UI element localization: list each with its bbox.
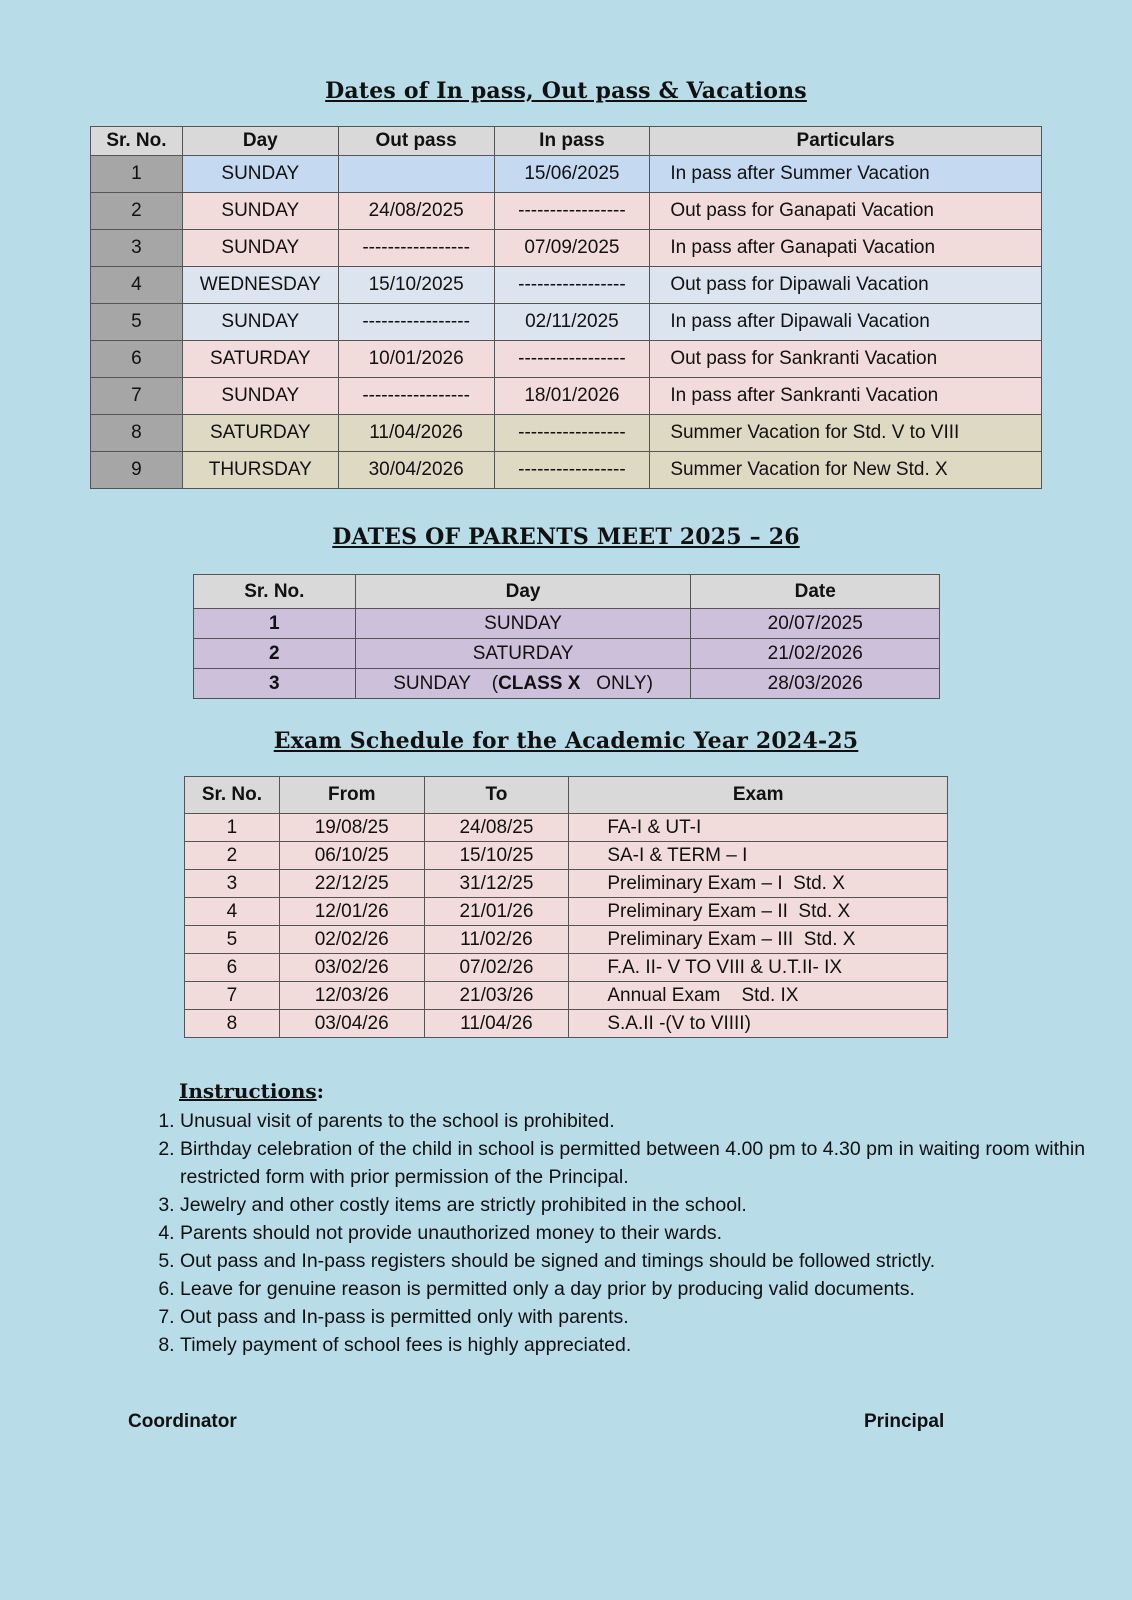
parents-meet-header-row <box>194 575 940 609</box>
from-date: 12/03/26 <box>279 982 424 1010</box>
header-from: From <box>279 777 424 814</box>
sr-no: 5 <box>185 926 280 954</box>
particulars: Out pass for Dipawali Vacation <box>650 267 1042 304</box>
particulars: Out pass for Ganapati Vacation <box>650 193 1042 230</box>
from-date: 06/10/25 <box>279 842 424 870</box>
in-pass: ----------------- <box>494 193 650 230</box>
day: SATURDAY <box>182 415 338 452</box>
table-row <box>91 452 1042 489</box>
table-row <box>185 982 948 1010</box>
particulars: In pass after Sankranti Vacation <box>650 378 1042 415</box>
day-emphasis: CLASS X <box>498 672 581 694</box>
in-pass: 18/01/2026 <box>494 378 650 415</box>
from-date: 02/02/26 <box>279 926 424 954</box>
in-pass: ----------------- <box>494 452 650 489</box>
table-row <box>91 341 1042 378</box>
in-pass: 07/09/2025 <box>494 230 650 267</box>
coordinator-signature: Coordinator <box>128 1411 237 1432</box>
out-pass: ----------------- <box>338 304 494 341</box>
day: SUNDAY <box>182 193 338 230</box>
date: 20/07/2025 <box>691 609 940 639</box>
sr-no: 2 <box>185 842 280 870</box>
in-pass: 15/06/2025 <box>494 156 650 193</box>
instructions-colon: : <box>316 1079 325 1103</box>
exam-name: Annual Exam Std. IX <box>569 982 948 1010</box>
table-row <box>185 954 948 982</box>
sr-no: 8 <box>185 1010 280 1038</box>
date: 21/02/2026 <box>691 639 940 669</box>
from-date: 22/12/25 <box>279 870 424 898</box>
from-date: 12/01/26 <box>279 898 424 926</box>
day-text: SUNDAY <box>484 612 562 634</box>
sr-no: 4 <box>185 898 280 926</box>
sr-no: 3 <box>194 669 356 699</box>
parents-meet-title: DATES OF PARENTS MEET 2025 – 26 <box>332 524 800 550</box>
day: THURSDAY <box>182 452 338 489</box>
out-pass: 10/01/2026 <box>338 341 494 378</box>
instructions-title: Instructions <box>179 1079 317 1103</box>
sr-no: 5 <box>91 304 183 341</box>
exam-name: Preliminary Exam – III Std. X <box>569 926 948 954</box>
table-row <box>194 669 940 699</box>
instruction-item: 4. Parents should not provide unauthorized money to their wards. <box>180 1219 1100 1247</box>
sr-no: 7 <box>91 378 183 415</box>
table-row <box>185 926 948 954</box>
table-row <box>185 814 948 842</box>
table-row <box>91 304 1042 341</box>
in-pass: ----------------- <box>494 415 650 452</box>
instruction-item: 7. Out pass and In-pass is permitted only with parents. <box>180 1303 1100 1331</box>
instruction-item: 5. Out pass and In-pass registers should be signed and timings should be followed strictly. <box>180 1247 1100 1275</box>
exam-name: Preliminary Exam – II Std. X <box>569 898 948 926</box>
exam-schedule-table <box>184 776 948 1038</box>
passes-header-row <box>91 127 1042 156</box>
to-date: 21/03/26 <box>424 982 569 1010</box>
date: 28/03/2026 <box>691 669 940 699</box>
from-date: 03/04/26 <box>279 1010 424 1038</box>
header-date: Date <box>691 575 940 609</box>
table-row <box>91 230 1042 267</box>
out-pass <box>338 156 494 193</box>
instruction-item: 1. Unusual visit of parents to the school is prohibited. <box>180 1107 1100 1135</box>
passes-title: Dates of In pass, Out pass & Vacations <box>325 78 807 104</box>
day-text: SATURDAY <box>472 642 574 664</box>
sr-no: 1 <box>194 609 356 639</box>
out-pass: 15/10/2025 <box>338 267 494 304</box>
sr-no: 6 <box>185 954 280 982</box>
sr-no: 7 <box>185 982 280 1010</box>
sr-no: 1 <box>91 156 183 193</box>
day: SUNDAY <box>182 304 338 341</box>
day <box>355 639 691 669</box>
header-out-pass: Out pass <box>338 127 494 156</box>
header-sr-no: Sr. No. <box>185 777 280 814</box>
instructions-list <box>144 1107 1100 1359</box>
sr-no: 6 <box>91 341 183 378</box>
sr-no: 9 <box>91 452 183 489</box>
in-pass: ----------------- <box>494 341 650 378</box>
to-date: 31/12/25 <box>424 870 569 898</box>
exam-name: SA-I & TERM – I <box>569 842 948 870</box>
day-text: SUNDAY ( <box>393 672 499 694</box>
to-date: 24/08/25 <box>424 814 569 842</box>
out-pass: 30/04/2026 <box>338 452 494 489</box>
out-pass: 24/08/2025 <box>338 193 494 230</box>
header-day: Day <box>355 575 691 609</box>
in-pass: ----------------- <box>494 267 650 304</box>
instruction-item: 6. Leave for genuine reason is permitted only a day prior by producing valid documents. <box>180 1275 1100 1303</box>
particulars: Summer Vacation for New Std. X <box>650 452 1042 489</box>
instruction-item: 2. Birthday celebration of the child in school is permitted between 4.00 pm to 4.30 pm in waiting room within restricted form with prior permission of the Principal. <box>180 1135 1100 1191</box>
header-sr-no: Sr. No. <box>194 575 356 609</box>
table-row <box>185 870 948 898</box>
instruction-item: 8. Timely payment of school fees is highly appreciated. <box>180 1331 1100 1359</box>
day <box>355 609 691 639</box>
sr-no: 1 <box>185 814 280 842</box>
instruction-item: 3. Jewelry and other costly items are strictly prohibited in the school. <box>180 1191 1100 1219</box>
table-row <box>91 415 1042 452</box>
sr-no: 8 <box>91 415 183 452</box>
particulars: In pass after Ganapati Vacation <box>650 230 1042 267</box>
header-to: To <box>424 777 569 814</box>
header-sr-no: Sr. No. <box>91 127 183 156</box>
particulars: In pass after Dipawali Vacation <box>650 304 1042 341</box>
particulars: In pass after Summer Vacation <box>650 156 1042 193</box>
parents-meet-table <box>193 574 940 699</box>
header-exam: Exam <box>569 777 948 814</box>
header-in-pass: In pass <box>494 127 650 156</box>
table-row <box>91 378 1042 415</box>
from-date: 03/02/26 <box>279 954 424 982</box>
day-tail: ONLY) <box>580 672 653 694</box>
table-row <box>194 639 940 669</box>
day: WEDNESDAY <box>182 267 338 304</box>
day: SUNDAY <box>182 378 338 415</box>
sr-no: 2 <box>194 639 356 669</box>
out-pass: ----------------- <box>338 378 494 415</box>
particulars: Out pass for Sankranti Vacation <box>650 341 1042 378</box>
exam-schedule-title: Exam Schedule for the Academic Year 2024-25 <box>273 728 859 754</box>
day: SATURDAY <box>182 341 338 378</box>
to-date: 15/10/25 <box>424 842 569 870</box>
to-date: 21/01/26 <box>424 898 569 926</box>
passes-table <box>90 126 1042 489</box>
from-date: 19/08/25 <box>279 814 424 842</box>
exam-name: S.A.II -(V to VIIII) <box>569 1010 948 1038</box>
principal-signature: Principal <box>864 1411 945 1432</box>
sr-no: 2 <box>91 193 183 230</box>
table-row <box>91 156 1042 193</box>
exam-name: F.A. II- V TO VIII & U.T.II- IX <box>569 954 948 982</box>
day: SUNDAY <box>182 156 338 193</box>
sr-no: 3 <box>91 230 183 267</box>
to-date: 07/02/26 <box>424 954 569 982</box>
table-row <box>185 898 948 926</box>
table-row <box>185 842 948 870</box>
header-day: Day <box>182 127 338 156</box>
day <box>355 669 691 699</box>
instructions-heading <box>179 1079 324 1103</box>
in-pass: 02/11/2025 <box>494 304 650 341</box>
exam-header-row <box>185 777 948 814</box>
to-date: 11/02/26 <box>424 926 569 954</box>
particulars: Summer Vacation for Std. V to VIII <box>650 415 1042 452</box>
header-particulars: Particulars <box>650 127 1042 156</box>
table-row <box>91 267 1042 304</box>
table-row <box>194 609 940 639</box>
exam-name: FA-I & UT-I <box>569 814 948 842</box>
sr-no: 3 <box>185 870 280 898</box>
day: SUNDAY <box>182 230 338 267</box>
out-pass: ----------------- <box>338 230 494 267</box>
exam-name: Preliminary Exam – I Std. X <box>569 870 948 898</box>
to-date: 11/04/26 <box>424 1010 569 1038</box>
table-row <box>185 1010 948 1038</box>
out-pass: 11/04/2026 <box>338 415 494 452</box>
sr-no: 4 <box>91 267 183 304</box>
table-row <box>91 193 1042 230</box>
